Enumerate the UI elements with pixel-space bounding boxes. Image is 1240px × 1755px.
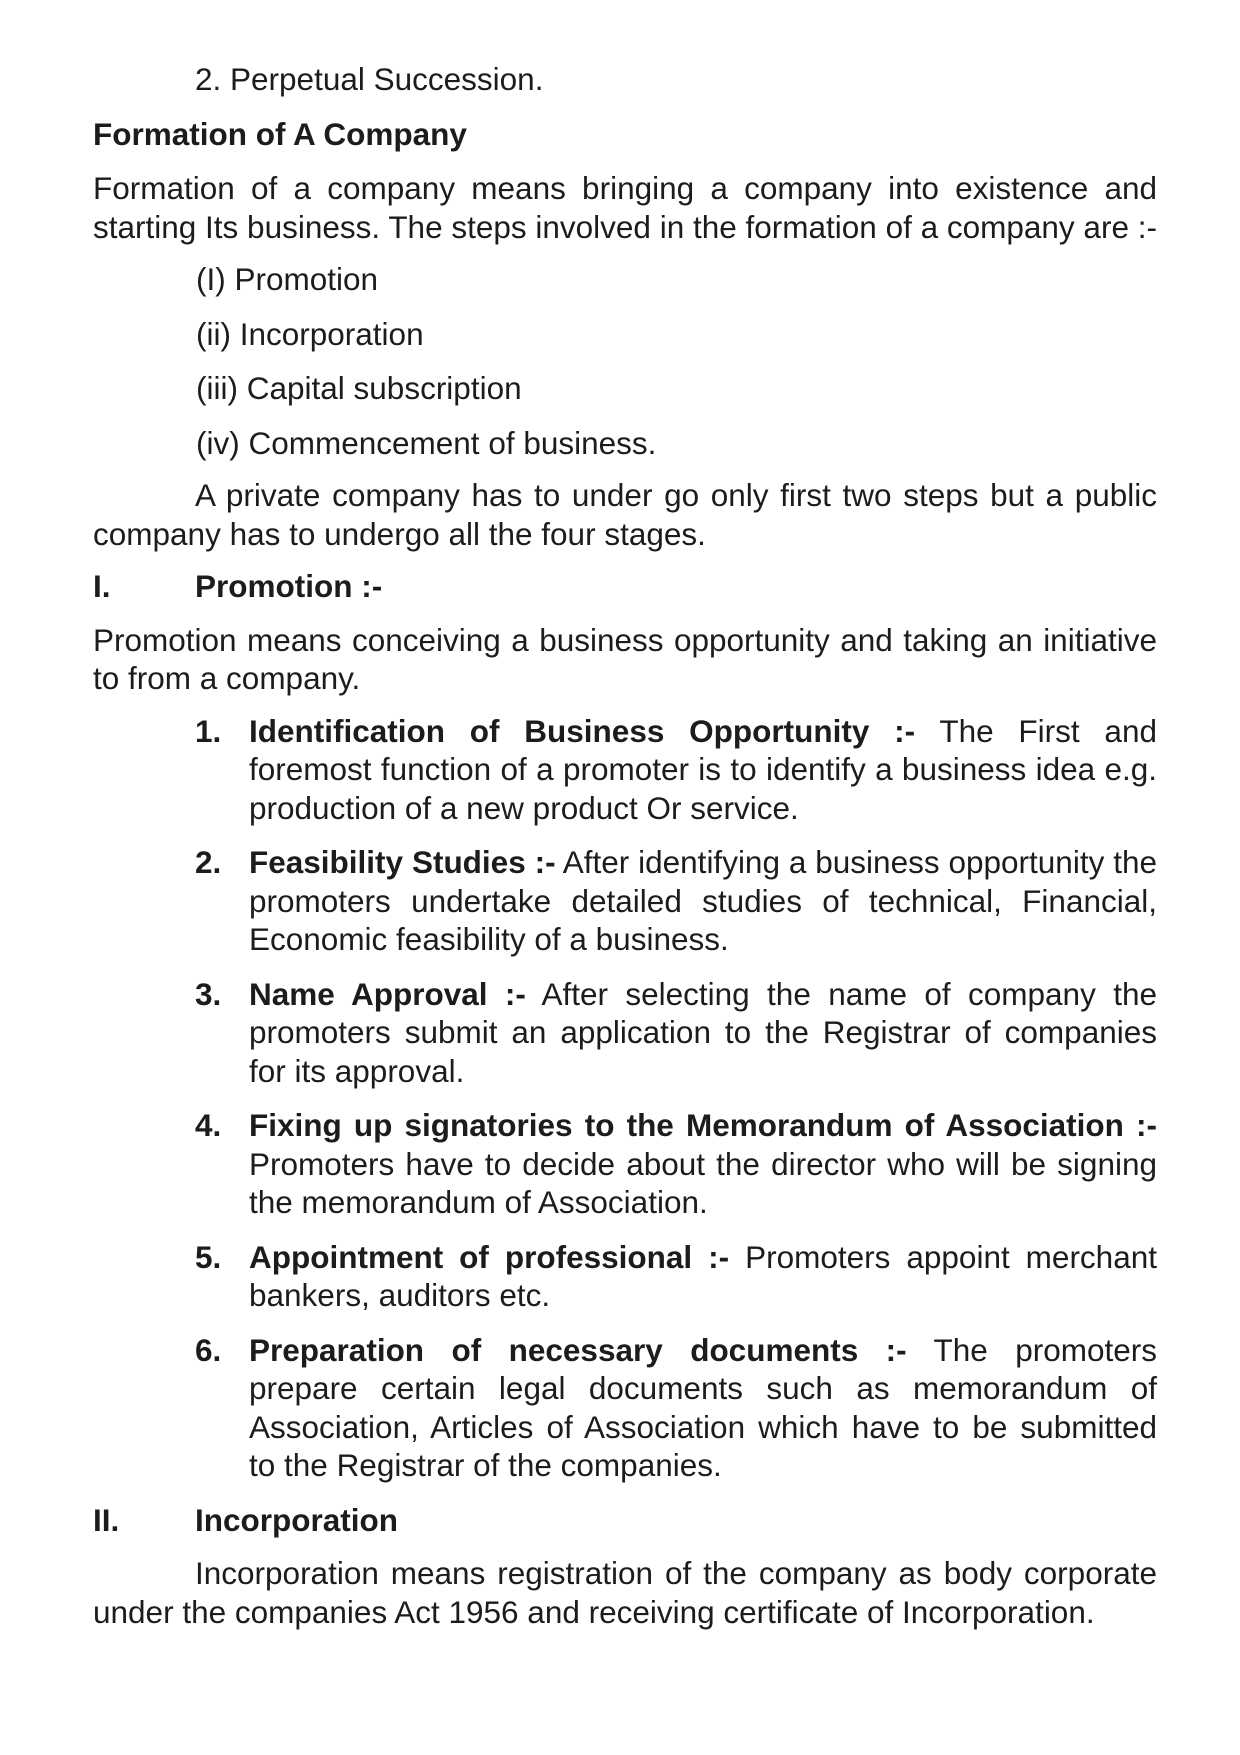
promotion-title: Promotion :- — [195, 568, 383, 604]
list-item — [195, 712, 1157, 828]
promotion-number: I. — [93, 568, 111, 604]
list-item-body — [249, 1331, 1157, 1485]
formation-step: (I) Promotion — [196, 261, 379, 297]
formation-heading: Formation of A Company — [93, 115, 467, 152]
list-item-number: 6. — [195, 1331, 222, 1368]
list-item-number: 4. — [195, 1107, 222, 1143]
incorporation-number: II. — [93, 1501, 120, 1538]
formation-note: A private company has to under go only first two steps but a public company has to undergo all the four stages. — [93, 477, 1157, 552]
list-item — [195, 843, 1157, 959]
list-item-text: The promoters prepare certain legal documents such as memorandum of Association, Articles of Association which have to be submitted to the Registrar of the companies. — [249, 1331, 1158, 1483]
list-item-text: After selecting the name of company the promoters submit an application to the Registrar of companies for its approval. — [249, 975, 1157, 1089]
list-item — [195, 1106, 1157, 1222]
formation-step: (iv) Commencement of business. — [196, 424, 657, 461]
list-item-number: 3. — [195, 975, 222, 1012]
list-item — [195, 1331, 1157, 1485]
list-item-term: Fixing up signatories to the Memorandum of Association :- — [249, 1107, 1157, 1143]
list-item-body — [249, 843, 1157, 959]
formation-intro: Formation of a company means bringing a company into existence and starting Its business. The steps involved in the formation of a company are :- — [93, 170, 1157, 245]
list-item — [195, 975, 1157, 1091]
list-item-number: 1. — [195, 712, 222, 749]
incorporation-heading — [93, 1501, 1157, 1540]
incorporation-definition: Incorporation means registration of the company as body corporate under the companies Act 1956 and receiving certificate of Incorporation. — [93, 1555, 1157, 1630]
list-item-body — [249, 1106, 1157, 1222]
list-item-term: Preparation of necessary documents :- — [249, 1331, 907, 1368]
list-item-body — [249, 712, 1157, 828]
list-item-term: Feasibility Studies :- — [249, 844, 556, 880]
list-item-number: 5. — [195, 1238, 222, 1275]
formation-step: (ii) Incorporation — [196, 315, 424, 352]
formation-steps-list — [93, 260, 1157, 462]
document-page — [93, 60, 1157, 1645]
list-item-term: Name Approval :- — [249, 975, 526, 1012]
list-item-term: Identification of Business Opportunity :- — [249, 712, 916, 749]
list-item-text: The First and foremost function of a promoter is to identify a business idea e.g. production of a new product Or service. — [249, 712, 1157, 826]
list-item-text: Promoters have to decide about the director who will be signing the memorandum of Association. — [249, 1145, 1157, 1220]
promotion-definition: Promotion means conceiving a business opportunity and taking an initiative to from a company. — [93, 621, 1157, 696]
list-item-body — [249, 1238, 1157, 1315]
list-item — [195, 1238, 1157, 1315]
promotion-heading — [93, 567, 1157, 606]
list-item-body — [249, 975, 1157, 1091]
incorporation-title: Incorporation — [195, 1501, 398, 1538]
perpetual-succession-item: 2. Perpetual Succession. — [195, 61, 544, 97]
formation-step: (iii) Capital subscription — [196, 370, 522, 406]
promotion-functions-list — [93, 712, 1157, 1485]
list-item-number: 2. — [195, 844, 222, 880]
list-item-text: After identifying a business opportunity the promoters undertake detailed studies of technical, Financial, Economic feasibility of a business. — [249, 844, 1157, 957]
list-item-term: Appointment of professional :- — [249, 1238, 730, 1275]
list-item-text: Promoters appoint merchant bankers, auditors etc. — [249, 1238, 1157, 1313]
